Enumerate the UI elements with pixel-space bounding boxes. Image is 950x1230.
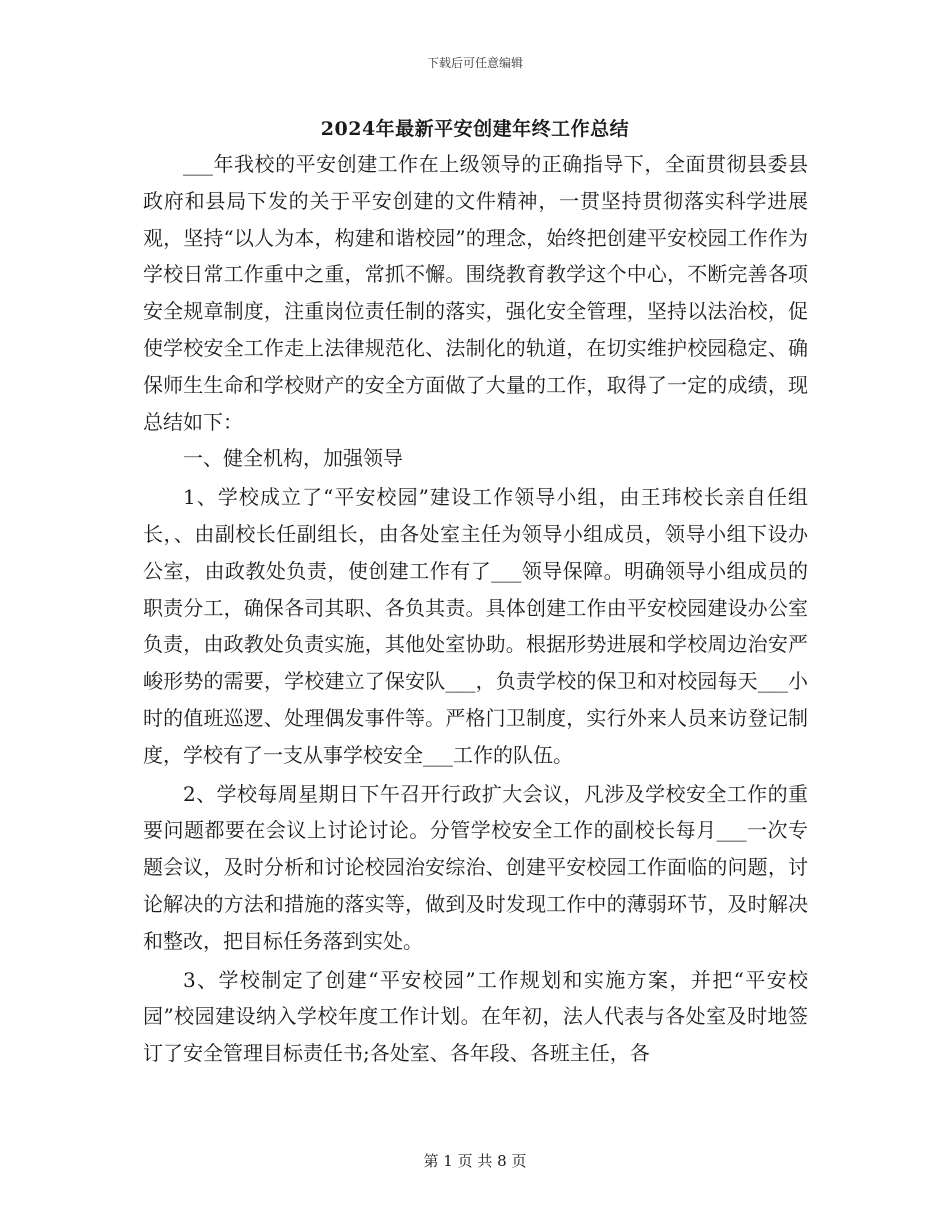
- document-body: [143, 146, 808, 1072]
- header-note: 下载后可任意编辑: [426, 56, 523, 70]
- section-heading: 一、健全机构，加强领导: [183, 446, 403, 471]
- paragraph-intro: ___年我校的平安创建工作在上级领导的正确指导下，全面贯彻县委县政府和县局下发的关于平安创建的文件精神，一贯坚持贯彻落实科学进展观，坚持“以人为本，构建和谐校园”的理念，始终把创建平安校园工作作为学校日常工作重中之重，常抓不懈。围绕教育教学这个中心，不断完善各项安全规章制度，注重岗位责任制的落实，强化安全管理，坚持以法治校，促使学校安全工作走上法律规范化、法制化的轨道，在切实维护校园稳定、确保师生生命和学校财产的安全方面做了大量的工作，取得了一定的成绩，现总结如下：: [143, 152, 808, 434]
- document-title: 2024年最新平安创建年终工作总结: [320, 118, 630, 140]
- paragraph-item-1: 1、学校成立了“平安校园”建设工作领导小组，由王玮校长亲自任组长，、由副校长任副组长，由各处室主任为领导小组成员，领导小组下设办公室，由政教处负责，使创建工作有了___领导保障。明确领导小组成员的职责分工，确保各司其职、各负其责。具体创建工作由平安校园建设办公室负责，由政教处负责实施，其他处室协助。根据形势进展和学校周边治安严峻形势的需要，学校建立了保安队___，负责学校的保卫和对校园每天___小时的值班巡逻、处理偶发事件等。严格门卫制度，实行外来人员来访登记制度，学校有了一支从事学校安全___工作的队伍。: [143, 485, 808, 767]
- paragraph-item-3: 3、学校制定了创建“平安校园”工作规划和实施方案，并把“平安校园”校园建设纳入学校年度工作计划。在年初，法人代表与各处室及时地签订了安全管理目标责任书;各处室、各年段、各班主任，各: [143, 967, 808, 1066]
- paragraph-item-2: 2、学校每周星期日下午召开行政扩大会议，凡涉及学校安全工作的重要问题都要在会议上讨论讨论。分管学校安全工作的副校长每月___一次专题会议，及时分析和讨论校园治安综治、创建平安校园工作面临的问题，讨论解决的方法和措施的落实等，做到及时发现工作中的薄弱环节，及时解决和整改，把目标任务落到实处。: [143, 781, 808, 953]
- page-number: 第 1 页 共 8 页: [423, 1152, 527, 1170]
